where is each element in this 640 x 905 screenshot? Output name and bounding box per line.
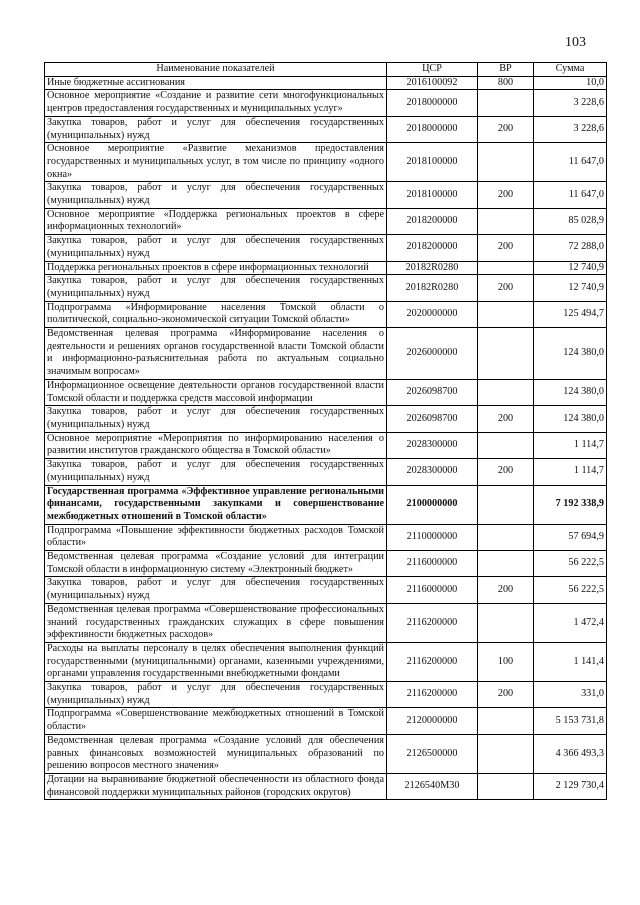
table-row bbox=[45, 682, 607, 708]
cell-csr: 2116200000 bbox=[387, 642, 478, 681]
table-row bbox=[45, 235, 607, 261]
cell-vr bbox=[478, 328, 534, 380]
cell-vr bbox=[478, 301, 534, 327]
cell-vr: 200 bbox=[478, 182, 534, 208]
cell-csr: 2018100000 bbox=[387, 143, 478, 182]
cell-sum: 331,0 bbox=[534, 682, 607, 708]
cell-name: Закупка товаров, работ и услуг для обеспечения государственных (муниципальных) нужд bbox=[45, 459, 387, 485]
cell-name: Ведомственная целевая программа «Информирование населения о деятельности и решениях органов государственной власти Томской области и информационно-разъяснительная работа по актуальным социально значимым вопросам» bbox=[45, 328, 387, 380]
cell-name: Информационное освещение деятельности органов государственной власти Томской области и поддержка средств массовой информации bbox=[45, 379, 387, 405]
cell-sum: 2 129 730,4 bbox=[534, 773, 607, 799]
table-row bbox=[45, 182, 607, 208]
cell-name: Основное мероприятие «Поддержка региональных проектов в сфере информационных технологий» bbox=[45, 208, 387, 234]
cell-sum: 57 694,9 bbox=[534, 524, 607, 550]
cell-vr bbox=[478, 524, 534, 550]
cell-vr bbox=[478, 432, 534, 458]
budget-table bbox=[44, 62, 607, 800]
cell-csr: 2116000000 bbox=[387, 551, 478, 577]
table-header-row bbox=[45, 63, 607, 77]
cell-name: Основное мероприятие «Создание и развитие сети многофункциональных центров предоставления государственных и муниципальных услуг» bbox=[45, 90, 387, 116]
cell-name: Государственная программа «Эффективное управление региональными финансами, государственными закупками и совершенствование межбюджетных отношений в Томской области» bbox=[45, 485, 387, 524]
table-row bbox=[45, 551, 607, 577]
cell-sum: 56 222,5 bbox=[534, 577, 607, 603]
cell-sum: 1 472,4 bbox=[534, 603, 607, 642]
cell-vr bbox=[478, 734, 534, 773]
table-row bbox=[45, 577, 607, 603]
table-row bbox=[45, 116, 607, 142]
cell-csr: 2018200000 bbox=[387, 208, 478, 234]
cell-name: Ведомственная целевая программа «Создание условий для обеспечения равных финансовых возможностей муниципальных образований по решению вопросов местного значения» bbox=[45, 734, 387, 773]
cell-csr: 2028300000 bbox=[387, 459, 478, 485]
cell-vr bbox=[478, 603, 534, 642]
cell-csr: 2116200000 bbox=[387, 682, 478, 708]
cell-name: Подпрограмма «Информирование населения Томской области о политической, социально-экономической ситуации Томской области» bbox=[45, 301, 387, 327]
cell-csr: 2028300000 bbox=[387, 432, 478, 458]
cell-name: Ведомственная целевая программа «Совершенствование профессиональных знаний государственных гражданских служащих в сфере повышения эффективности бюджетных расходов» bbox=[45, 603, 387, 642]
table-row bbox=[45, 328, 607, 380]
cell-vr bbox=[478, 708, 534, 734]
header-sum: Сумма bbox=[534, 63, 607, 77]
cell-vr bbox=[478, 551, 534, 577]
cell-vr: 200 bbox=[478, 577, 534, 603]
cell-sum: 12 740,9 bbox=[534, 275, 607, 301]
cell-csr: 2018200000 bbox=[387, 235, 478, 261]
cell-name: Закупка товаров, работ и услуг для обеспечения государственных (муниципальных) нужд bbox=[45, 235, 387, 261]
table-row bbox=[45, 143, 607, 182]
table-row bbox=[45, 485, 607, 524]
cell-csr: 2126540М30 bbox=[387, 773, 478, 799]
cell-name: Иные бюджетные ассигнования bbox=[45, 76, 387, 90]
table-row bbox=[45, 275, 607, 301]
cell-sum: 56 222,5 bbox=[534, 551, 607, 577]
cell-name: Основное мероприятие «Развитие механизмов предоставления государственных и муниципальных услуг, в том числе по принципу «одного окна» bbox=[45, 143, 387, 182]
cell-csr: 2116200000 bbox=[387, 603, 478, 642]
cell-vr bbox=[478, 143, 534, 182]
table-row bbox=[45, 524, 607, 550]
cell-vr bbox=[478, 379, 534, 405]
table-row bbox=[45, 261, 607, 275]
cell-name: Закупка товаров, работ и услуг для обеспечения государственных (муниципальных) нужд bbox=[45, 682, 387, 708]
cell-csr: 2116000000 bbox=[387, 577, 478, 603]
page-number: 103 bbox=[565, 35, 586, 50]
table-row bbox=[45, 432, 607, 458]
cell-vr bbox=[478, 261, 534, 275]
cell-sum: 1 114,7 bbox=[534, 432, 607, 458]
cell-sum: 124 380,0 bbox=[534, 379, 607, 405]
cell-name: Поддержка региональных проектов в сфере информационных технологий bbox=[45, 261, 387, 275]
cell-csr: 2100000000 bbox=[387, 485, 478, 524]
cell-sum: 1 141,4 bbox=[534, 642, 607, 681]
table-row bbox=[45, 642, 607, 681]
cell-sum: 12 740,9 bbox=[534, 261, 607, 275]
table-row bbox=[45, 208, 607, 234]
cell-name: Закупка товаров, работ и услуг для обеспечения государственных (муниципальных) нужд bbox=[45, 406, 387, 432]
cell-csr: 2110000000 bbox=[387, 524, 478, 550]
cell-vr: 800 bbox=[478, 76, 534, 90]
cell-name: Дотации на выравнивание бюджетной обеспеченности из областного фонда финансовой поддержки муниципальных районов (городских округов) bbox=[45, 773, 387, 799]
cell-name: Ведомственная целевая программа «Создание условий для интеграции Томской области в информационную систему «Электронный бюджет» bbox=[45, 551, 387, 577]
cell-sum: 72 288,0 bbox=[534, 235, 607, 261]
table-row bbox=[45, 90, 607, 116]
cell-sum: 3 228,6 bbox=[534, 116, 607, 142]
cell-name: Закупка товаров, работ и услуг для обеспечения государственных (муниципальных) нужд bbox=[45, 577, 387, 603]
cell-sum: 7 192 338,9 bbox=[534, 485, 607, 524]
cell-csr: 2026098700 bbox=[387, 379, 478, 405]
cell-vr: 100 bbox=[478, 642, 534, 681]
table-row bbox=[45, 773, 607, 799]
header-vr: ВР bbox=[478, 63, 534, 77]
cell-sum: 124 380,0 bbox=[534, 406, 607, 432]
header-csr: ЦСР bbox=[387, 63, 478, 77]
cell-sum: 4 366 493,3 bbox=[534, 734, 607, 773]
header-name: Наименование показателей bbox=[45, 63, 387, 77]
table-row bbox=[45, 76, 607, 90]
cell-vr bbox=[478, 773, 534, 799]
table-row bbox=[45, 459, 607, 485]
table-row bbox=[45, 301, 607, 327]
cell-name: Закупка товаров, работ и услуг для обеспечения государственных (муниципальных) нужд bbox=[45, 116, 387, 142]
cell-sum: 125 494,7 bbox=[534, 301, 607, 327]
cell-csr: 2026000000 bbox=[387, 328, 478, 380]
cell-vr: 200 bbox=[478, 682, 534, 708]
cell-sum: 5 153 731,8 bbox=[534, 708, 607, 734]
cell-name: Подпрограмма «Повышение эффективности бюджетных расходов Томской области» bbox=[45, 524, 387, 550]
cell-csr: 20182R0280 bbox=[387, 275, 478, 301]
cell-sum: 124 380,0 bbox=[534, 328, 607, 380]
cell-sum: 1 114,7 bbox=[534, 459, 607, 485]
cell-csr: 2018000000 bbox=[387, 116, 478, 142]
cell-sum: 3 228,6 bbox=[534, 90, 607, 116]
cell-vr bbox=[478, 208, 534, 234]
cell-vr bbox=[478, 90, 534, 116]
cell-csr: 2020000000 bbox=[387, 301, 478, 327]
cell-vr: 200 bbox=[478, 459, 534, 485]
table-row bbox=[45, 406, 607, 432]
cell-name: Расходы на выплаты персоналу в целях обеспечения выполнения функций государственными (муниципальными) органами, казенными учреждениями, органами управления государственными внебюджетными фондами bbox=[45, 642, 387, 681]
cell-csr: 2018000000 bbox=[387, 90, 478, 116]
cell-name: Основное мероприятие «Мероприятия по информированию населения о развитии институтов гражданского общества в Томской области» bbox=[45, 432, 387, 458]
table-body bbox=[45, 76, 607, 800]
cell-sum: 11 647,0 bbox=[534, 143, 607, 182]
cell-vr: 200 bbox=[478, 235, 534, 261]
cell-csr: 2026098700 bbox=[387, 406, 478, 432]
table-row bbox=[45, 734, 607, 773]
cell-name: Подпрограмма «Совершенствование межбюджетных отношений в Томской области» bbox=[45, 708, 387, 734]
cell-sum: 11 647,0 bbox=[534, 182, 607, 208]
cell-csr: 2126500000 bbox=[387, 734, 478, 773]
table-header bbox=[45, 63, 607, 77]
cell-vr bbox=[478, 485, 534, 524]
cell-csr: 2120000000 bbox=[387, 708, 478, 734]
cell-csr: 20182R0280 bbox=[387, 261, 478, 275]
cell-sum: 85 028,9 bbox=[534, 208, 607, 234]
cell-csr: 2016100092 bbox=[387, 76, 478, 90]
table-row bbox=[45, 708, 607, 734]
table-row bbox=[45, 379, 607, 405]
cell-name: Закупка товаров, работ и услуг для обеспечения государственных (муниципальных) нужд bbox=[45, 275, 387, 301]
cell-vr: 200 bbox=[478, 406, 534, 432]
table-row bbox=[45, 603, 607, 642]
cell-vr: 200 bbox=[478, 116, 534, 142]
cell-sum: 10,0 bbox=[534, 76, 607, 90]
cell-vr: 200 bbox=[478, 275, 534, 301]
cell-csr: 2018100000 bbox=[387, 182, 478, 208]
cell-name: Закупка товаров, работ и услуг для обеспечения государственных (муниципальных) нужд bbox=[45, 182, 387, 208]
